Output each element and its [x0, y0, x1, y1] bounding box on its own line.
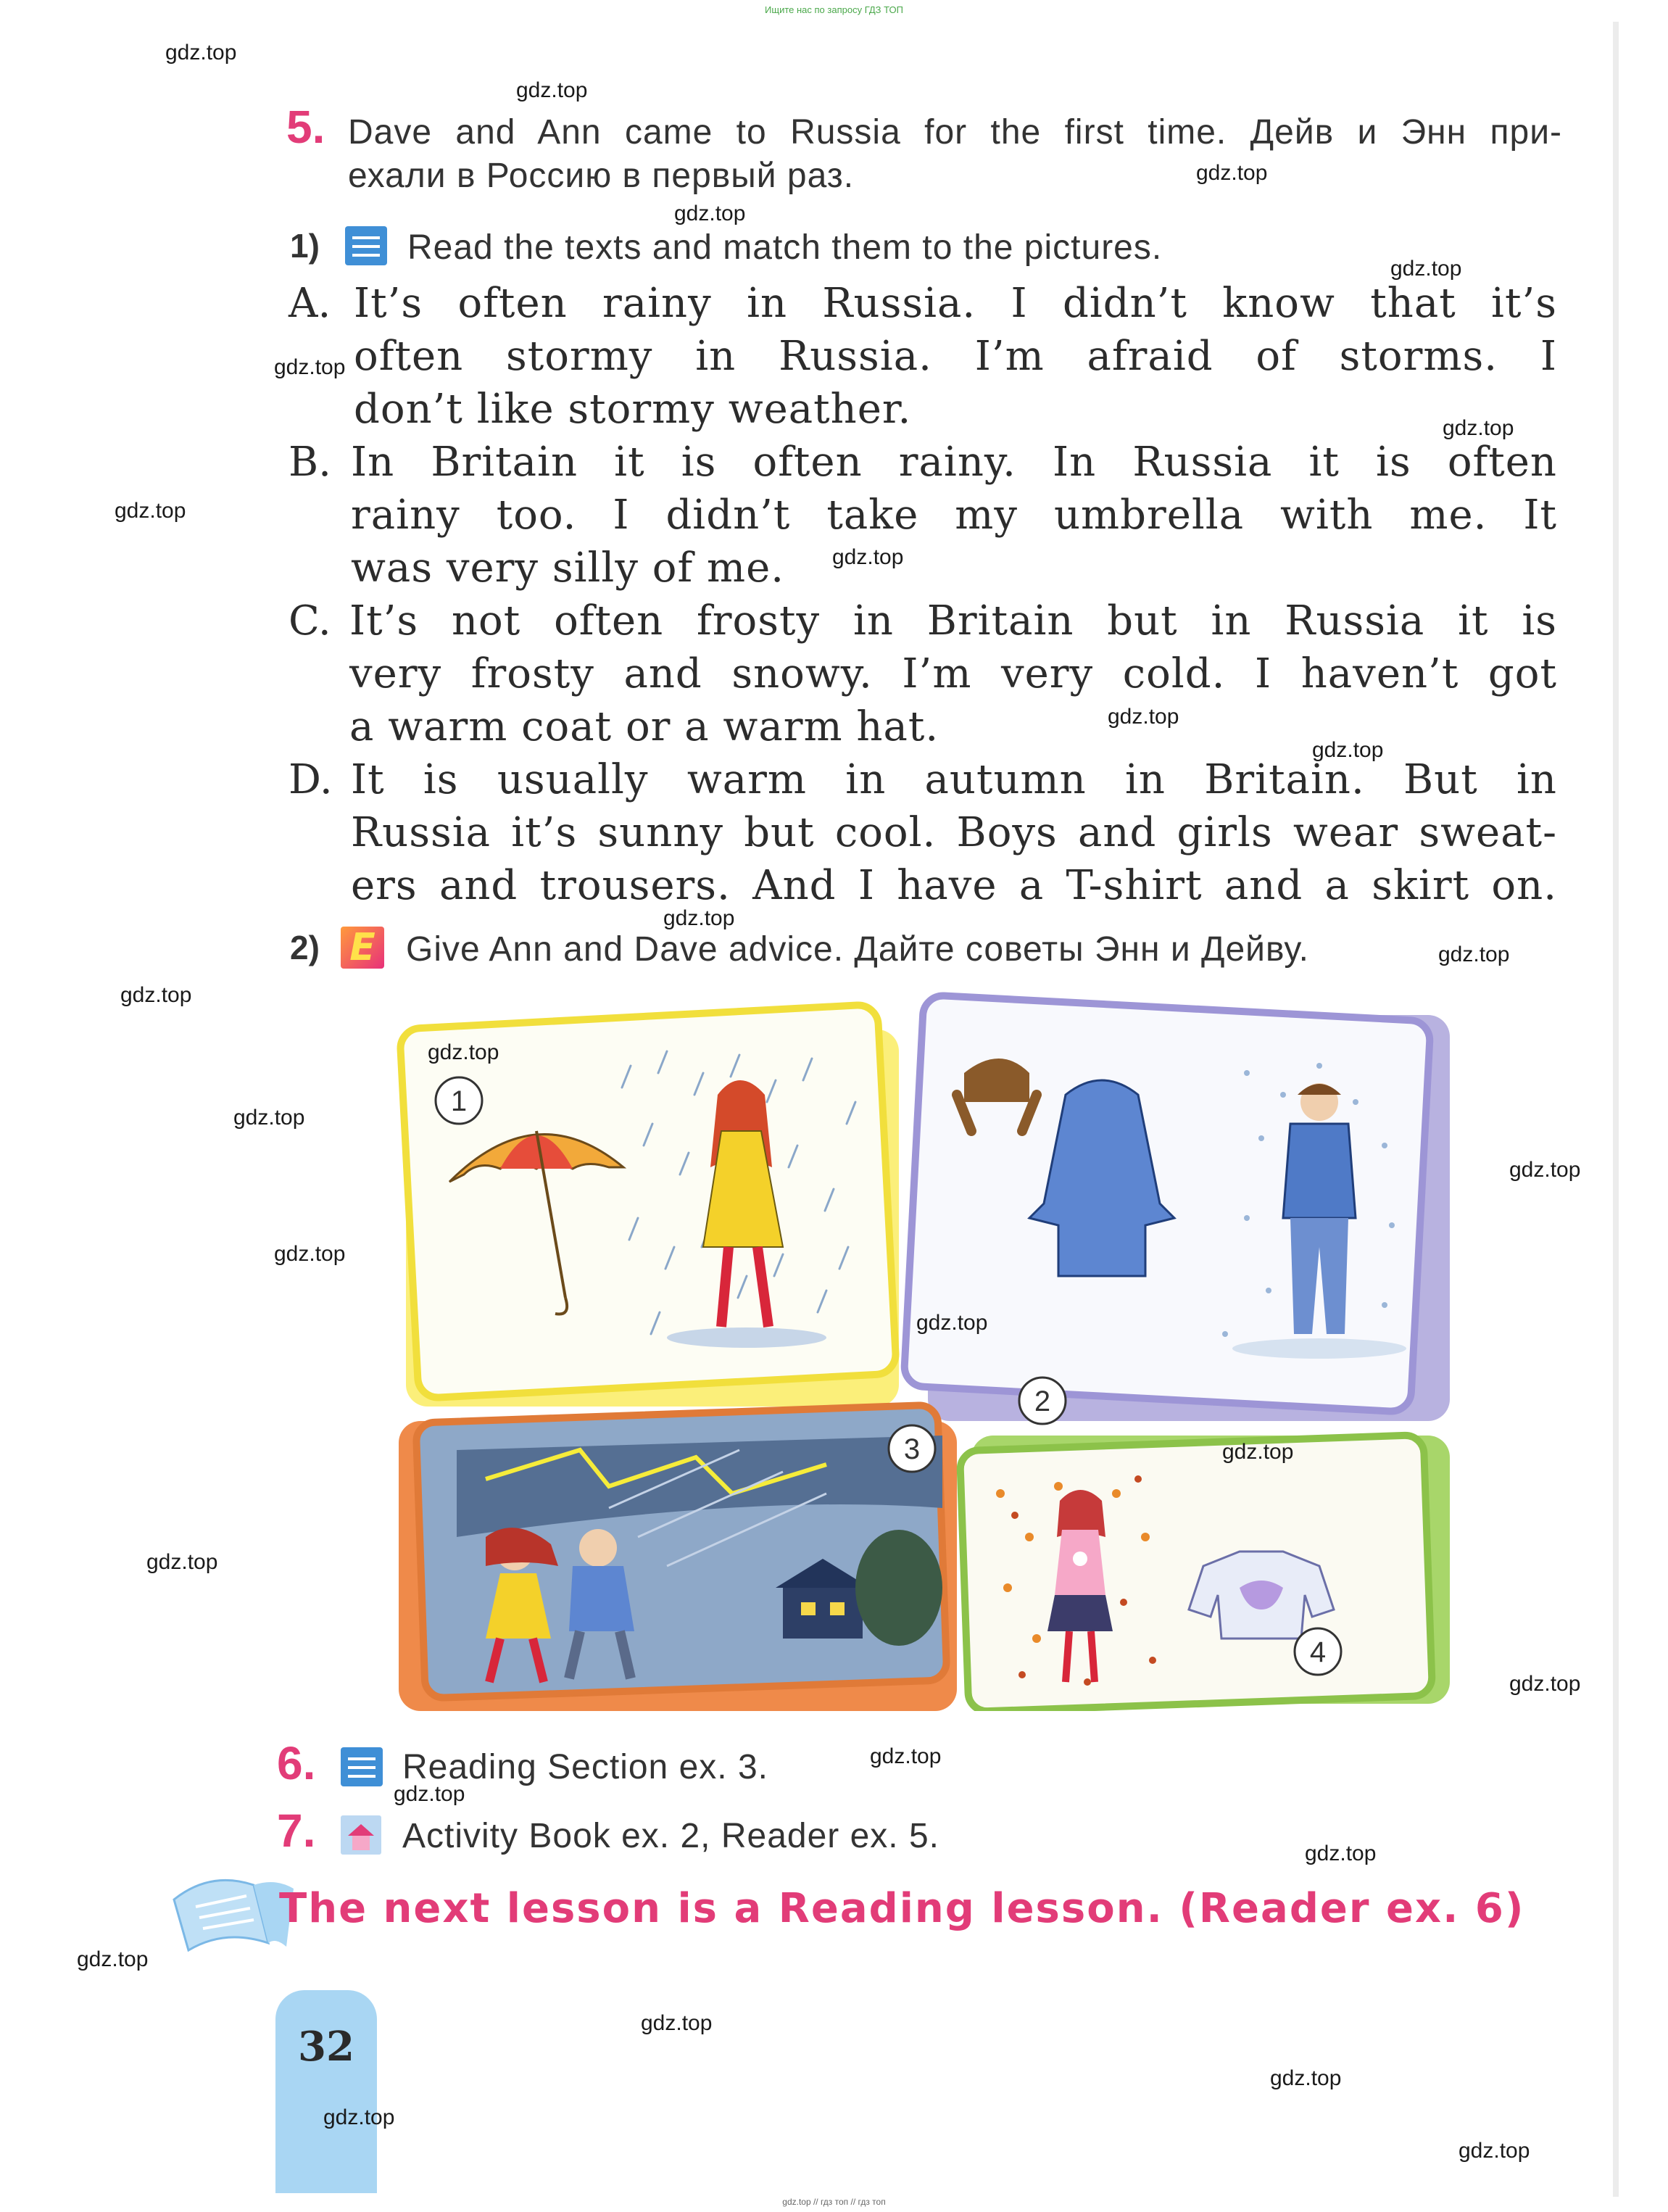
- watermark: gdz.top: [674, 202, 746, 225]
- text-a-letter: A.: [289, 280, 331, 327]
- open-book-icon: [167, 1856, 297, 1965]
- watermark: gdz.top: [274, 1242, 346, 1266]
- exercise-6-number: 6.: [277, 1737, 316, 1789]
- e-icon: E: [341, 927, 384, 969]
- picture-4-autumn: [960, 1435, 1450, 1711]
- text-d-line-1: It is usually warm in autumn in Britain. But in: [351, 756, 1557, 803]
- weather-pictures: [391, 986, 1464, 1711]
- house-icon: [341, 1815, 381, 1855]
- watermark: gdz.top: [516, 78, 588, 102]
- task-2-text: Give Ann and Dave advice. Дайте советы Энн и Дейву.: [406, 930, 1309, 969]
- exercise-5-title-line-2: ехали в Россию в первый раз.: [348, 157, 855, 195]
- text-d-line-3: ers and trousers. And I have a T-shirt and a skirt on.: [351, 862, 1557, 909]
- exercise-5-number: 5.: [286, 101, 325, 153]
- page-number-tab: [275, 1990, 377, 2193]
- text-b-letter: B.: [289, 439, 331, 486]
- text-b-line-2: rainy too. I didn’t take my umbrella with me. It: [351, 492, 1557, 539]
- watermark: gdz.top: [641, 2011, 713, 2035]
- picture-2-snow: [903, 995, 1450, 1421]
- watermark: gdz.top: [115, 499, 186, 523]
- top-note: Ищите нас по запросу ГДЗ ТОП: [765, 4, 903, 15]
- picture-number-3: 3: [903, 1433, 921, 1465]
- text-d-line-2: Russia it’s sunny but cool. Boys and girls wear sweat-: [351, 809, 1557, 856]
- exercise-5-title-line-1: Dave and Ann came to Russia for the first time. Дейв и Энн при-: [348, 113, 1562, 152]
- watermark: gdz.top: [1305, 1842, 1377, 1865]
- watermark: gdz.top: [1509, 1158, 1581, 1182]
- text-a-line-3: don’t like stormy weather.: [354, 386, 912, 433]
- watermark: gdz.top: [832, 545, 904, 569]
- reader-book-icon: [341, 1747, 383, 1786]
- next-lesson-text: The next lesson is a Reading lesson. (Reader ex. 6): [279, 1885, 1525, 1932]
- watermark: gdz.top: [120, 983, 192, 1007]
- reader-book-icon: [345, 226, 387, 265]
- watermark: gdz.top: [1270, 2066, 1342, 2090]
- watermark: gdz.top: [77, 1947, 149, 1971]
- watermark: gdz.top: [165, 41, 237, 65]
- watermark: gdz.top: [663, 906, 735, 930]
- watermark: gdz.top: [1312, 738, 1384, 762]
- watermark: gdz.top: [1222, 1440, 1294, 1464]
- text-b-line-1: In Britain it is often rainy. In Russia it is often: [351, 439, 1557, 486]
- watermark: gdz.top: [1443, 416, 1514, 440]
- text-c-line-1: It’s not often frosty in Britain but in Russia it is: [349, 597, 1557, 645]
- picture-number-4: 4: [1309, 1636, 1327, 1668]
- exercise-7-number: 7.: [277, 1805, 316, 1857]
- watermark: gdz.top: [1108, 705, 1179, 729]
- watermark: gdz.top: [870, 1744, 942, 1768]
- text-c-letter: C.: [289, 597, 331, 645]
- watermark: gdz.top: [323, 2105, 395, 2129]
- page-edge-shade: [1613, 22, 1619, 2197]
- exercise-6-text: Reading Section ex. 3.: [402, 1748, 768, 1786]
- bottom-note: gdz.top // гдз топ // гдз топ: [782, 2197, 886, 2207]
- watermark: gdz.top: [233, 1106, 305, 1130]
- task-2-label: 2): [290, 929, 320, 966]
- text-c-line-3: a warm coat or a warm hat.: [349, 703, 939, 750]
- picture-3-storm: [399, 1405, 957, 1711]
- picture-number-2: 2: [1034, 1385, 1051, 1417]
- watermark: gdz.top: [274, 355, 346, 379]
- watermark: gdz.top: [1438, 943, 1510, 966]
- watermark: gdz.top: [1390, 257, 1462, 281]
- page-number: 32: [298, 2023, 354, 2071]
- text-b-line-3: was very silly of me.: [351, 544, 785, 592]
- watermark: gdz.top: [146, 1550, 218, 1574]
- task-1-label: 1): [290, 227, 320, 265]
- watermark: gdz.top: [394, 1782, 465, 1806]
- watermark: gdz.top: [428, 1040, 499, 1064]
- exercise-7-text: Activity Book ex. 2, Reader ex. 5.: [402, 1817, 939, 1855]
- text-d-letter: D.: [289, 756, 333, 803]
- watermark: gdz.top: [916, 1311, 988, 1335]
- task-1-text: Read the texts and match them to the pictures.: [407, 228, 1163, 267]
- watermark: gdz.top: [1509, 1672, 1581, 1696]
- text-a-line-2: often stormy in Russia. I’m afraid of storms. I: [354, 333, 1557, 380]
- watermark: gdz.top: [1459, 2139, 1530, 2163]
- picture-number-1: 1: [450, 1085, 468, 1117]
- watermark: gdz.top: [1196, 161, 1268, 185]
- text-a-line-1: It’s often rainy in Russia. I didn’t know that it’s: [354, 280, 1557, 327]
- text-c-line-2: very frosty and snowy. I’m very cold. I haven’t got: [349, 650, 1557, 697]
